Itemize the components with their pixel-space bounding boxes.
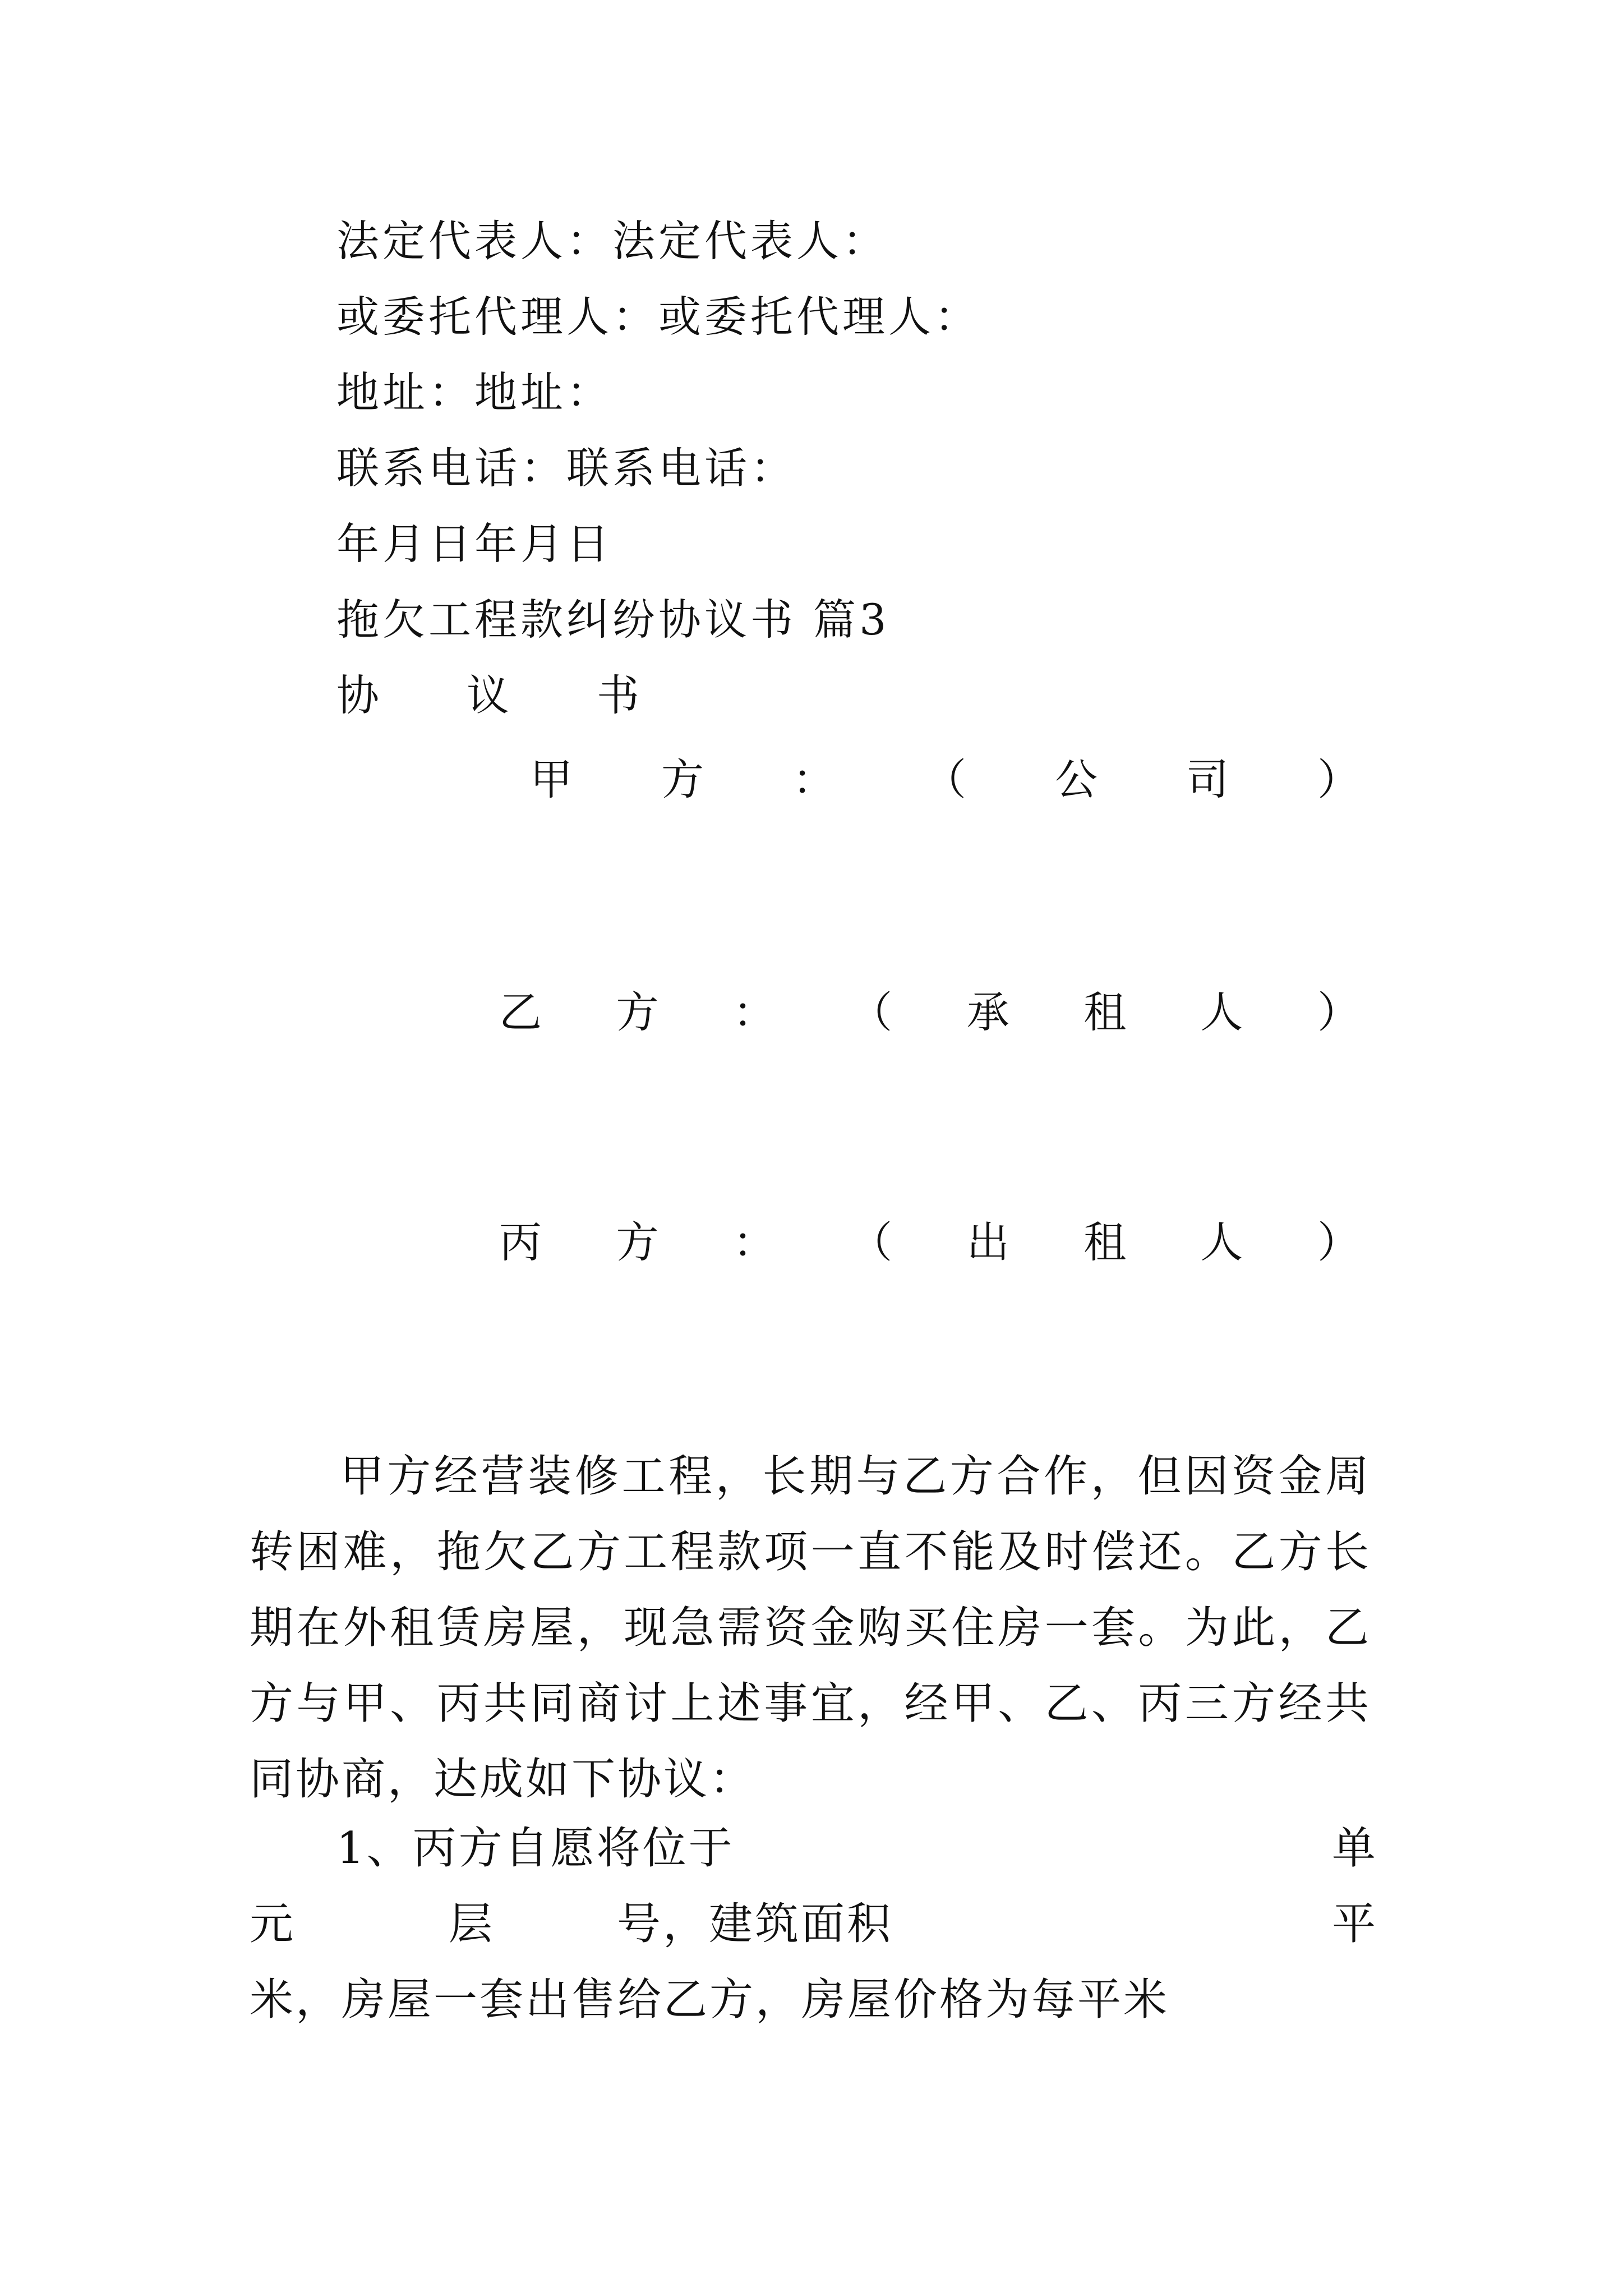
party-c-line — [499, 1217, 1360, 1268]
clause1-line2-unit: 元 — [250, 1899, 296, 1949]
party-c-char: 人 — [1200, 1217, 1243, 1267]
intro-paragraph — [250, 1439, 1371, 1818]
party-b-char: 租 — [1083, 987, 1127, 1037]
party-c-char: 丙 — [499, 1217, 542, 1267]
party-c-char: 出 — [966, 1217, 1009, 1267]
address-line: 地址：地址： — [336, 367, 612, 417]
clause1-line2-floor: 层 — [449, 1899, 495, 1949]
doc-title — [336, 670, 639, 721]
doc-title-char: 书 — [597, 670, 639, 720]
party-c-char: 租 — [1083, 1217, 1127, 1267]
clause1-line1-right: 单 — [1332, 1823, 1378, 1874]
party-c-char: ： — [732, 1217, 776, 1267]
doc-title-char: 议 — [467, 670, 509, 720]
clause1-line2-right: 平 — [1332, 1899, 1378, 1949]
party-a-char: 司 — [1186, 754, 1229, 804]
party-b-char: ） — [1317, 987, 1360, 1037]
party-b-char: 方 — [616, 987, 659, 1037]
party-c-char: ） — [1317, 1217, 1360, 1267]
legal-rep-line: 法定代表人：法定代表人： — [336, 216, 888, 266]
party-a-char: 方 — [661, 754, 704, 804]
party-b-char: （ — [850, 987, 893, 1037]
party-a-char: ） — [1317, 754, 1360, 804]
party-b-char: 承 — [966, 987, 1009, 1037]
clause1-line1-left: 1、丙方自愿将位于 — [336, 1823, 735, 1874]
date-line: 年月日年月日 — [336, 519, 612, 569]
party-a-char: （ — [924, 754, 966, 804]
agent-line: 或委托代理人：或委托代理人： — [336, 292, 980, 342]
party-a-char: 甲 — [530, 754, 573, 804]
clause1-line3: 米，房屋一套出售给乙方，房屋价格为每平米 — [250, 1975, 1170, 2025]
clause1-line2-area: 号，建筑面积 — [617, 1899, 893, 1949]
party-a-char: ： — [792, 754, 835, 804]
party-b-char: 乙 — [499, 987, 542, 1037]
party-b-char: ： — [732, 987, 776, 1037]
party-b-char: 人 — [1200, 987, 1243, 1037]
intro-text: 甲方经营装修工程，长期与乙方合作，但因资金周转困难，拖欠乙方工程款项一直不能及时偿还。乙方长期在外租赁房屋，现急需资金购买住房一套。为此，乙方与甲、丙共同商讨上述事宜，经甲、乙、丙三方经共同协商，达成如下协议： — [250, 1451, 1371, 1805]
party-c-char: 方 — [616, 1217, 659, 1267]
party-c-char: （ — [850, 1217, 893, 1267]
section-title: 拖欠工程款纠纷协议书 篇3 — [336, 595, 890, 645]
party-a-char: 公 — [1055, 754, 1098, 804]
party-b-line — [499, 987, 1360, 1038]
doc-title-char: 协 — [336, 670, 379, 720]
party-a-line — [530, 754, 1360, 805]
phone-line: 联系电话：联系电话： — [336, 443, 796, 493]
